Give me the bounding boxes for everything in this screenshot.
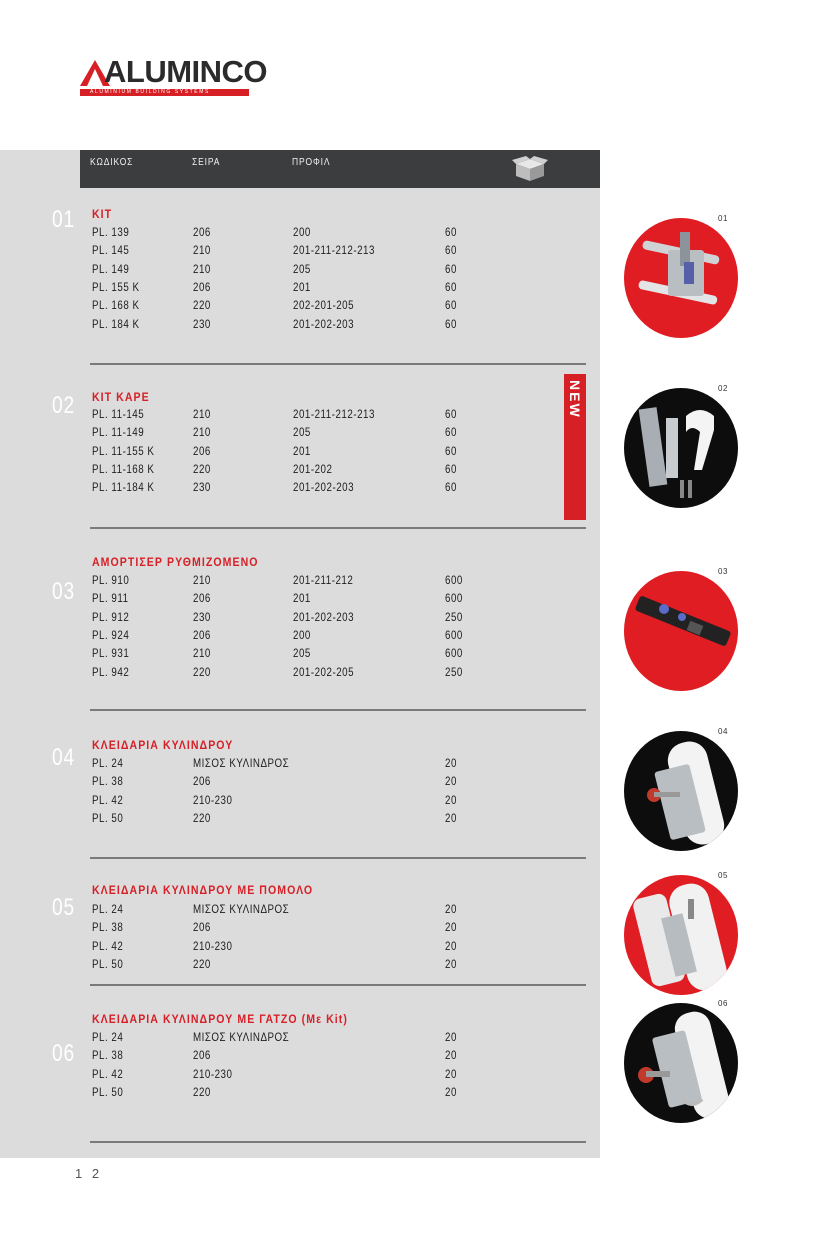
cell-series: 210 [193, 409, 211, 421]
table-row [92, 446, 512, 464]
table-row [92, 319, 512, 337]
cell-profile: 201-202-203 [293, 611, 355, 624]
table-row [92, 282, 512, 300]
table-row [92, 593, 512, 611]
damper-icon [624, 571, 738, 691]
cell-quantity: 20 [445, 1050, 457, 1063]
section-number: 03 [52, 578, 75, 605]
cell-code: PL. 42 [92, 940, 124, 953]
cell-code: PL. 184 K [92, 318, 140, 331]
table-header [80, 150, 600, 188]
cell-profile: 201-211-212-213 [293, 245, 375, 258]
table-row [92, 776, 512, 794]
cell-quantity: 20 [445, 1086, 457, 1099]
table-row [92, 300, 512, 318]
table-row [92, 575, 512, 593]
cell-quantity: 20 [445, 1068, 457, 1081]
table-row [92, 667, 512, 685]
table-row [92, 409, 512, 427]
box-icon [512, 156, 548, 182]
table-row [92, 941, 512, 959]
table-row [92, 612, 512, 630]
lock-with-hook-icon [624, 1003, 738, 1123]
section-divider [90, 709, 586, 711]
cell-code: PL. 911 [92, 593, 129, 606]
section-divider [90, 527, 586, 529]
photo-number: 05 [718, 871, 728, 880]
cell-series: 230 [193, 482, 211, 495]
cell-profile: 201-211-212-213 [293, 409, 375, 421]
cell-quantity: 600 [445, 575, 463, 587]
cell-code: PL. 11-149 [92, 427, 145, 440]
header-profile: ΠΡΟΦΙΛ [292, 157, 331, 168]
cell-quantity: 60 [445, 263, 457, 276]
cell-profile: 205 [293, 427, 311, 440]
cell-series: 206 [193, 922, 211, 935]
cell-series: 206 [193, 593, 211, 606]
section-title: ΚΛΕΙΔΑΡΙΑ ΚΥΛΙΝΔΡΟΥ ΜΕ ΠΟΜΟΛΟ [92, 883, 314, 897]
cell-quantity: 60 [445, 281, 457, 294]
cell-profile: 201-211-212 [293, 575, 354, 587]
table-row [92, 795, 512, 813]
section-number: 06 [52, 1040, 75, 1067]
cell-series: 220 [193, 463, 211, 476]
cell-series: 206 [193, 227, 211, 239]
cell-quantity: 20 [445, 758, 457, 770]
cell-code: PL. 38 [92, 1050, 124, 1063]
section-divider [90, 363, 586, 365]
cell-quantity: 600 [445, 593, 463, 606]
cell-quantity: 20 [445, 940, 457, 953]
lock-with-handle-icon [624, 875, 738, 995]
cell-code: PL. 11-155 K [92, 445, 155, 458]
cell-quantity: 250 [445, 666, 463, 679]
table-row [92, 648, 512, 666]
cell-profile: 201-202-203 [293, 318, 355, 331]
cell-series: 206 [193, 281, 211, 294]
table-row [92, 813, 512, 831]
square-kit-icon [624, 388, 738, 508]
cell-series: 220 [193, 958, 211, 971]
photo-number: 02 [718, 384, 728, 393]
cell-code: PL. 910 [92, 575, 130, 587]
cell-series: 210 [193, 648, 211, 661]
product-photo-lock-with-hook [624, 1003, 738, 1123]
section-title: KIT [92, 207, 113, 221]
section-number: 02 [52, 392, 75, 419]
product-photo-cylinder-lock [624, 731, 738, 851]
cell-code: PL. 11-145 [92, 409, 145, 421]
cell-series: 206 [193, 776, 211, 789]
cell-quantity: 600 [445, 629, 463, 642]
cell-profile: 200 [293, 629, 311, 642]
product-photo-lock-with-handle [624, 875, 738, 995]
section-title: ΚΛΕΙΔΑΡΙΑ ΚΥΛΙΝΔΡΟΥ [92, 738, 234, 752]
table-row [92, 482, 512, 500]
cell-code: PL. 50 [92, 812, 124, 825]
cell-quantity: 600 [445, 648, 463, 661]
photo-number: 04 [718, 727, 728, 736]
cell-code: PL. 11-184 K [92, 482, 155, 495]
table-row [92, 427, 512, 445]
cell-code: PL. 50 [92, 958, 124, 971]
cell-quantity: 60 [445, 463, 457, 476]
section-divider [90, 857, 586, 859]
product-photo-damper [624, 571, 738, 691]
cell-profile: 201 [293, 445, 311, 458]
cell-profile: 200 [293, 227, 311, 239]
cell-quantity: 20 [445, 904, 457, 916]
table-row [92, 464, 512, 482]
header-code: ΚΩΔΙΚΟΣ [90, 157, 134, 168]
cell-code: PL. 912 [92, 611, 130, 624]
cell-series: 210-230 [193, 1068, 233, 1081]
cell-code: PL. 24 [92, 904, 124, 916]
cell-quantity: 20 [445, 812, 457, 825]
cell-quantity: 20 [445, 1032, 457, 1044]
cell-code: PL. 50 [92, 1086, 124, 1099]
section-title: KIT ΚΑΡΕ [92, 390, 150, 404]
cell-quantity: 60 [445, 445, 457, 458]
section-number: 04 [52, 744, 75, 771]
cell-profile: 201-202-203 [293, 482, 355, 495]
cylinder-lock-icon [624, 731, 738, 851]
section-title: ΑΜΟΡΤΙΣΕΡ ΡΥΘΜΙΖΟΜΕΝΟ [92, 555, 259, 569]
table-row [92, 630, 512, 648]
cell-code: PL. 145 [92, 245, 130, 258]
new-badge-label: NEW [567, 380, 583, 419]
cell-code: PL. 168 K [92, 300, 140, 313]
cell-series: 220 [193, 812, 211, 825]
cell-profile: 201-202-205 [293, 666, 355, 679]
cell-quantity: 20 [445, 922, 457, 935]
cell-series: ΜΙΣΟΣ ΚΥΛΙΝΔΡΟΣ [193, 904, 290, 916]
table-row [92, 758, 512, 776]
cell-quantity: 20 [445, 958, 457, 971]
cell-quantity: 250 [445, 611, 463, 624]
cell-series: ΜΙΣΟΣ ΚΥΛΙΝΔΡΟΣ [193, 1032, 290, 1044]
section-divider [90, 984, 586, 986]
cell-series: 210-230 [193, 940, 233, 953]
cell-series: 206 [193, 1050, 211, 1063]
cell-quantity: 60 [445, 227, 457, 239]
cell-quantity: 60 [445, 245, 457, 258]
logo-tagline: ALUMINIUM BUILDING SYSTEMS [80, 89, 249, 96]
cell-series: 206 [193, 629, 211, 642]
photo-number: 03 [718, 567, 728, 576]
table-row [92, 1050, 512, 1068]
cell-code: PL. 11-168 K [92, 463, 155, 476]
cell-code: PL. 155 K [92, 281, 140, 294]
cell-code: PL. 24 [92, 758, 124, 770]
table-row [92, 227, 512, 245]
cell-code: PL. 38 [92, 922, 124, 935]
cell-series: 220 [193, 666, 211, 679]
cell-profile: 201-202 [293, 463, 333, 476]
cell-profile: 201 [293, 593, 311, 606]
cell-series: 206 [193, 445, 211, 458]
section-divider [90, 1141, 586, 1143]
table-row [92, 1087, 512, 1105]
cell-series: 210-230 [193, 794, 233, 807]
section-title: ΚΛΕΙΔΑΡΙΑ ΚΥΛΙΝΔΡΟΥ ΜΕ ΓΑΤΖΟ (Με Kit) [92, 1012, 348, 1026]
cell-series: 220 [193, 300, 211, 313]
cell-series: ΜΙΣΟΣ ΚΥΛΙΝΔΡΟΣ [193, 758, 290, 770]
page-number: 1 2 [75, 1166, 103, 1181]
cell-profile: 201 [293, 281, 311, 294]
cell-code: PL. 42 [92, 1068, 124, 1081]
cell-code: PL. 42 [92, 794, 124, 807]
photo-number: 01 [718, 214, 728, 223]
cell-code: PL. 924 [92, 629, 130, 642]
cell-quantity: 60 [445, 427, 457, 440]
cell-quantity: 60 [445, 300, 457, 313]
cell-quantity: 20 [445, 776, 457, 789]
handle-kit-icon [624, 218, 738, 338]
cell-code: PL. 38 [92, 776, 124, 789]
table-row [92, 959, 512, 977]
section-number: 01 [52, 206, 75, 233]
table-row [92, 1069, 512, 1087]
product-photo-handle-kit [624, 218, 738, 338]
new-badge [564, 374, 586, 520]
aluminco-logo [78, 54, 268, 97]
cell-quantity: 20 [445, 794, 457, 807]
cell-series: 230 [193, 318, 211, 331]
cell-profile: 205 [293, 263, 311, 276]
logo-name: ALUMINCO [104, 54, 268, 89]
table-row [92, 922, 512, 940]
cell-code: PL. 139 [92, 227, 130, 239]
header-series: ΣΕΙΡΑ [192, 157, 221, 168]
cell-profile: 202-201-205 [293, 300, 355, 313]
cell-series: 210 [193, 245, 211, 258]
table-row [92, 1032, 512, 1050]
table-row [92, 904, 512, 922]
cell-series: 220 [193, 1086, 211, 1099]
cell-series: 210 [193, 263, 211, 276]
section-number: 05 [52, 894, 75, 921]
cell-quantity: 60 [445, 482, 457, 495]
cell-code: PL. 24 [92, 1032, 124, 1044]
cell-series: 210 [193, 427, 211, 440]
cell-code: PL. 149 [92, 263, 130, 276]
table-row [92, 245, 512, 263]
cell-quantity: 60 [445, 409, 457, 421]
photo-number: 06 [718, 999, 728, 1008]
cell-profile: 205 [293, 648, 311, 661]
cell-code: PL. 942 [92, 666, 130, 679]
product-photo-square-kit [624, 388, 738, 508]
cell-series: 230 [193, 611, 211, 624]
cell-series: 210 [193, 575, 211, 587]
table-row [92, 264, 512, 282]
cell-quantity: 60 [445, 318, 457, 331]
cell-code: PL. 931 [92, 648, 130, 661]
